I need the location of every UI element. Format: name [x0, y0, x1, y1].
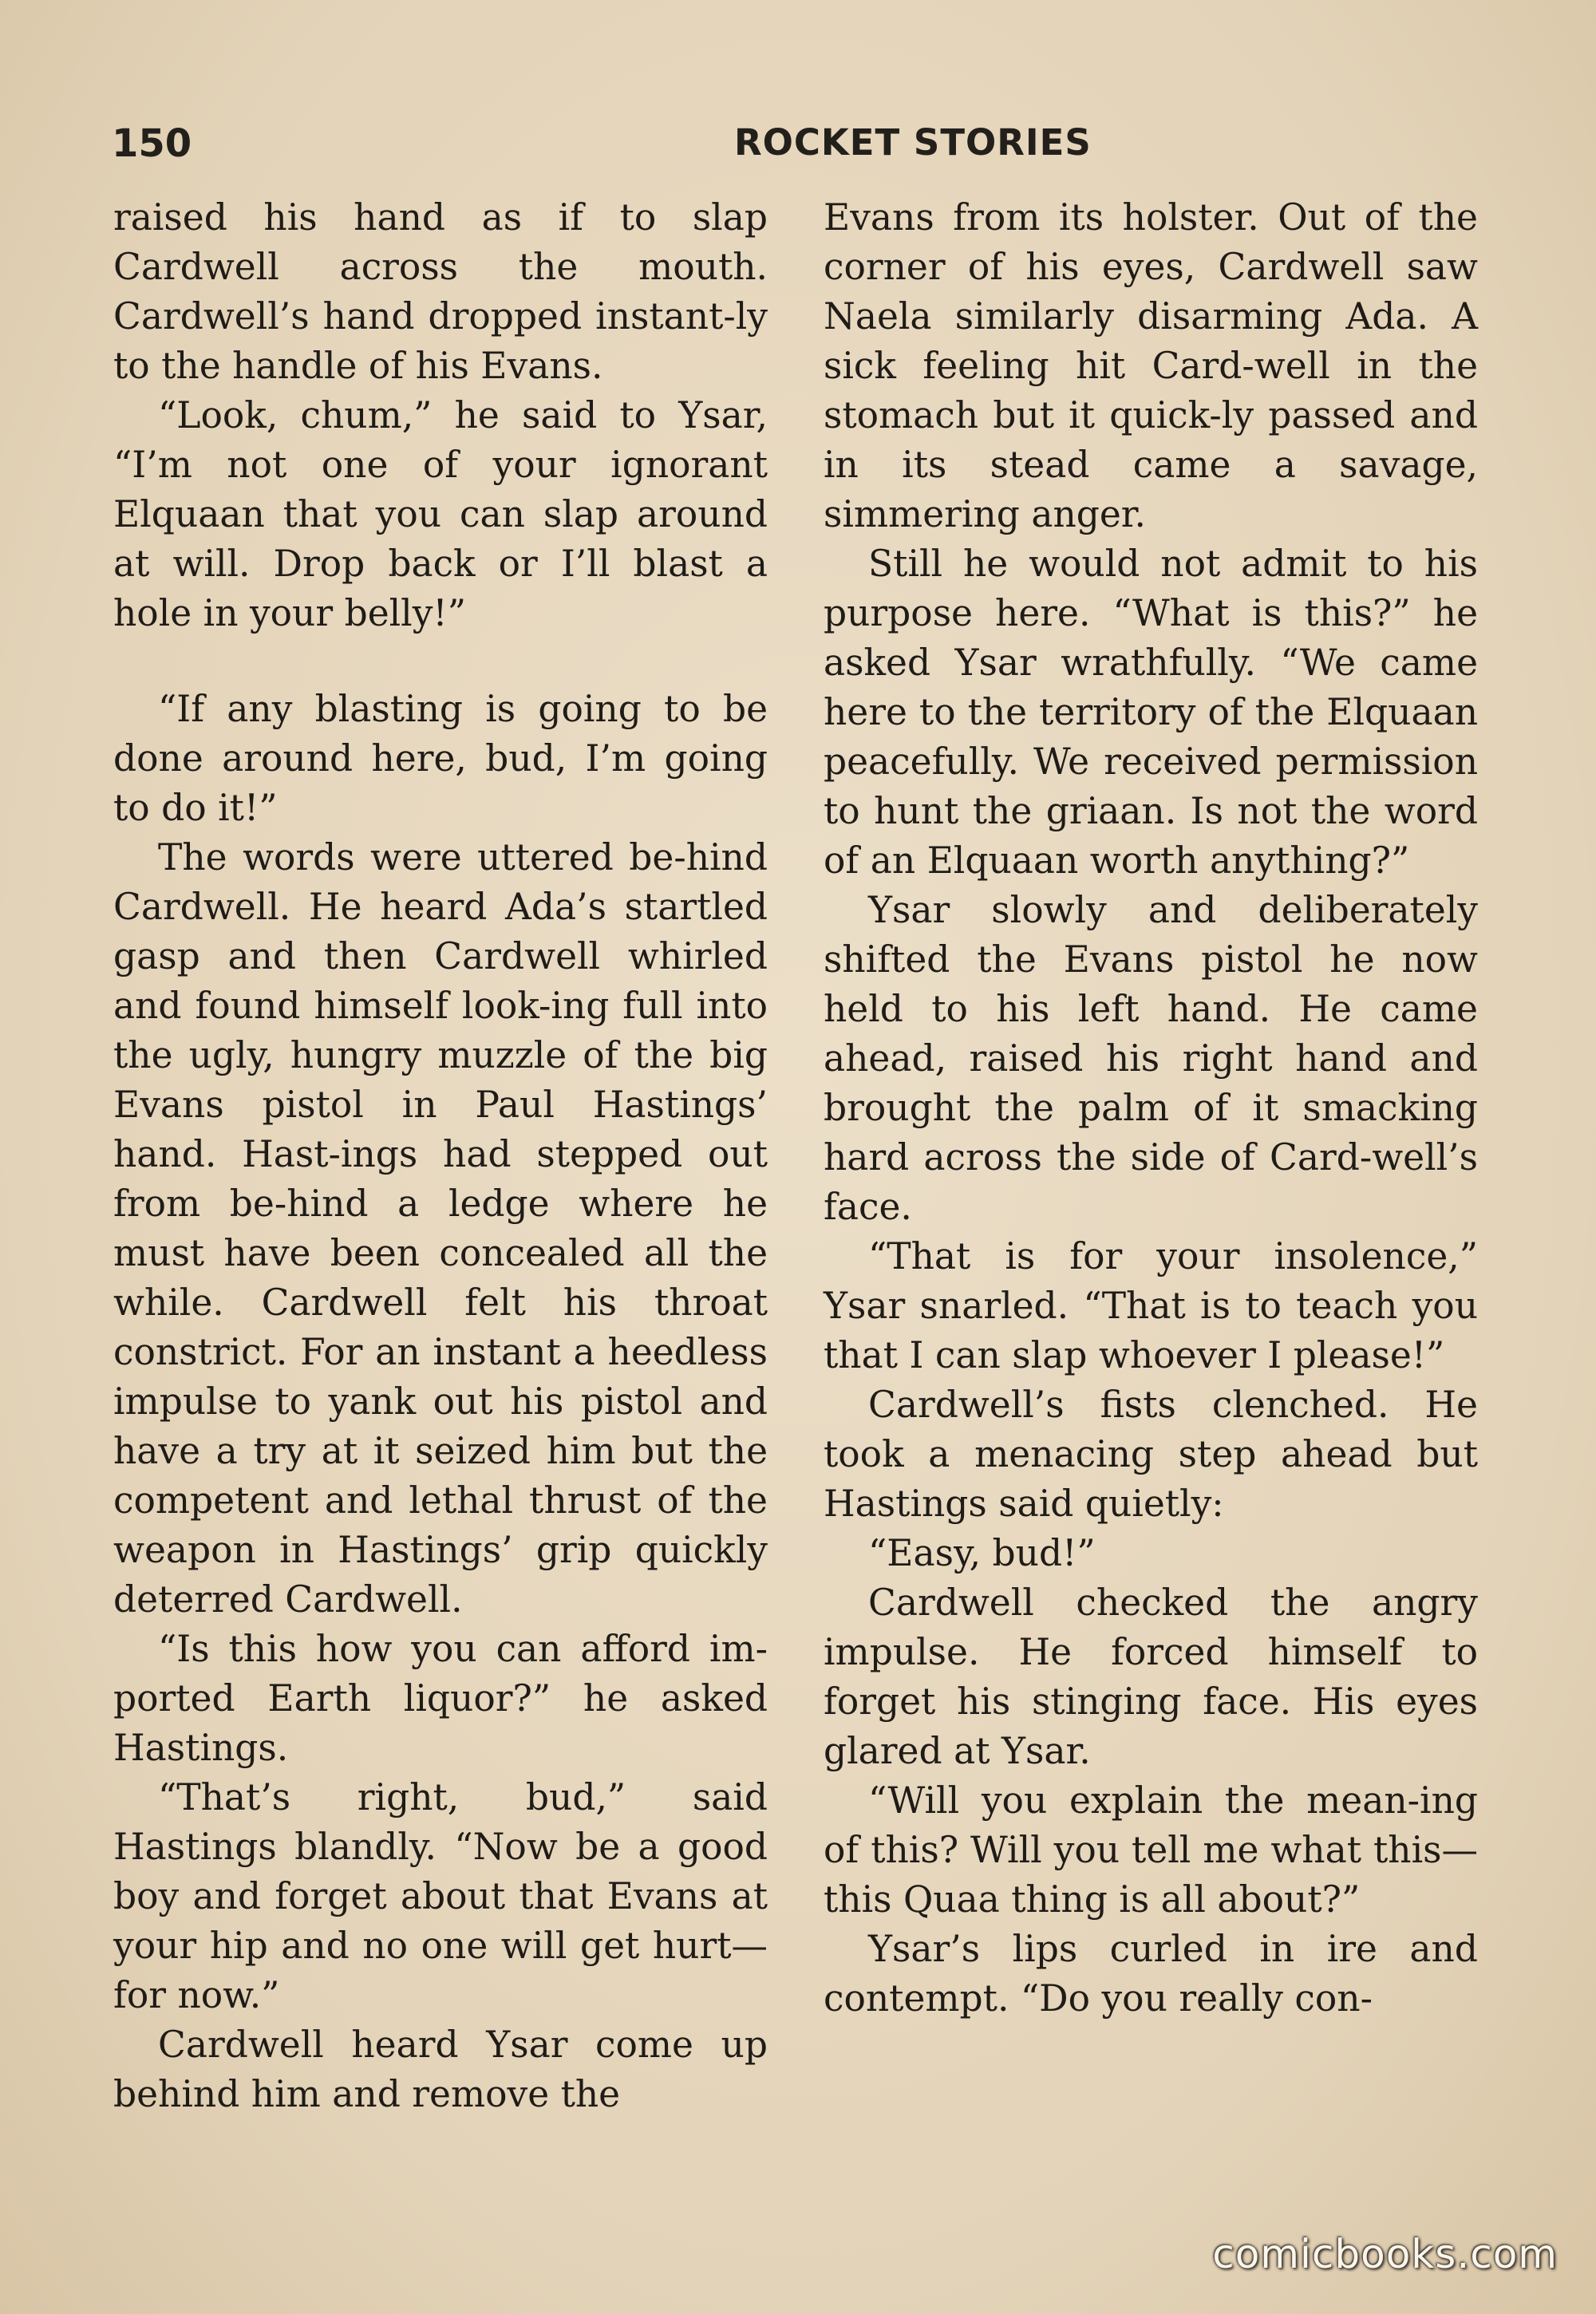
- paragraph: Still he would not admit to his purpose here. “What is this?” he asked Ysar wrathfully. “We came here to the territory of the Elquaan peacefully. We received permission to hunt the griaan. Is not the word of an Elquaan worth anything?”: [824, 543, 1478, 882]
- paragraph: “That is for your insolence,” Ysar snarled. “That is to teach you that I can slap whoever I please!”: [824, 1235, 1478, 1376]
- paragraph: “Look, chum,” he said to Ysar, “I’m not one of your ignorant Elquaan that you can slap around at will. Drop back or I’ll blast a hole in your belly!”: [113, 394, 768, 634]
- paragraph: raised his hand as if to slap Cardwell across the mouth. Cardwell’s hand dropped instant-ly to the handle of his Evans.: [113, 196, 768, 387]
- paragraph: “Will you explain the mean-ing of this? Will you tell me what this—this Quaa thing is all about?”: [824, 1779, 1478, 1921]
- paragraph: Cardwell checked the angry impulse. He forced himself to forget his stinging face. His eyes glared at Ysar.: [824, 1581, 1478, 1772]
- page-header: [112, 121, 1500, 177]
- paragraph: “Easy, bud!”: [868, 1532, 1096, 1574]
- paragraph: Ysar’s lips curled in ire and contempt. “Do you really con-: [824, 1928, 1478, 2020]
- paragraph: “That’s right, bud,” said Hastings blandly. “Now be a good boy and forget about that Evans at your hip and no one will get hurt—for now.”: [113, 1776, 768, 2016]
- paragraph: The words were uttered be-hind Cardwell. He heard Ada’s startled gasp and then Cardwell whirled and found himself look-ing full into the ugly, hungry muzzle of the big Evans pistol in Paul Hastings’ hand. Hast-ings had stepped out from be-hind a ledge where he must have been concealed all the while. Cardwell felt his throat constrict. For an instant a heedless impulse to yank out his pistol and have a try at it seized him but the competent and lethal thrust of the weapon in Hastings’ grip quickly deterred Cardwell.: [113, 836, 768, 1621]
- watermark: comicbooks.com: [1212, 2231, 1558, 2277]
- paragraph: Evans from its holster. Out of the corner of his eyes, Cardwell saw Naela similarly disarming Ada. A sick feeling hit Card-well in the stomach but it quick-ly passed and in its stead came a savage, simmering anger.: [824, 196, 1478, 535]
- running-head: ROCKET STORIES: [734, 121, 1092, 164]
- left-column: [113, 193, 768, 2119]
- page-number: 150: [112, 121, 192, 166]
- paragraph: Cardwell heard Ysar come up behind him and remove the: [113, 2024, 768, 2115]
- paragraph: “If any blasting is going to be done around here, bud, I’m going to do it!”: [113, 688, 768, 829]
- paragraph: Ysar slowly and deliberately shifted the Evans pistol he now held to his left hand. He came ahead, raised his right hand and brought the palm of it smacking hard across the side of Card-well’s face.: [824, 889, 1478, 1228]
- paragraph: “Is this how you can afford im-ported Earth liquor?” he asked Hastings.: [113, 1628, 768, 1769]
- right-column: [824, 193, 1478, 2024]
- paragraph: Cardwell’s fists clenched. He took a menacing step ahead but Hastings said quietly:: [824, 1384, 1478, 1525]
